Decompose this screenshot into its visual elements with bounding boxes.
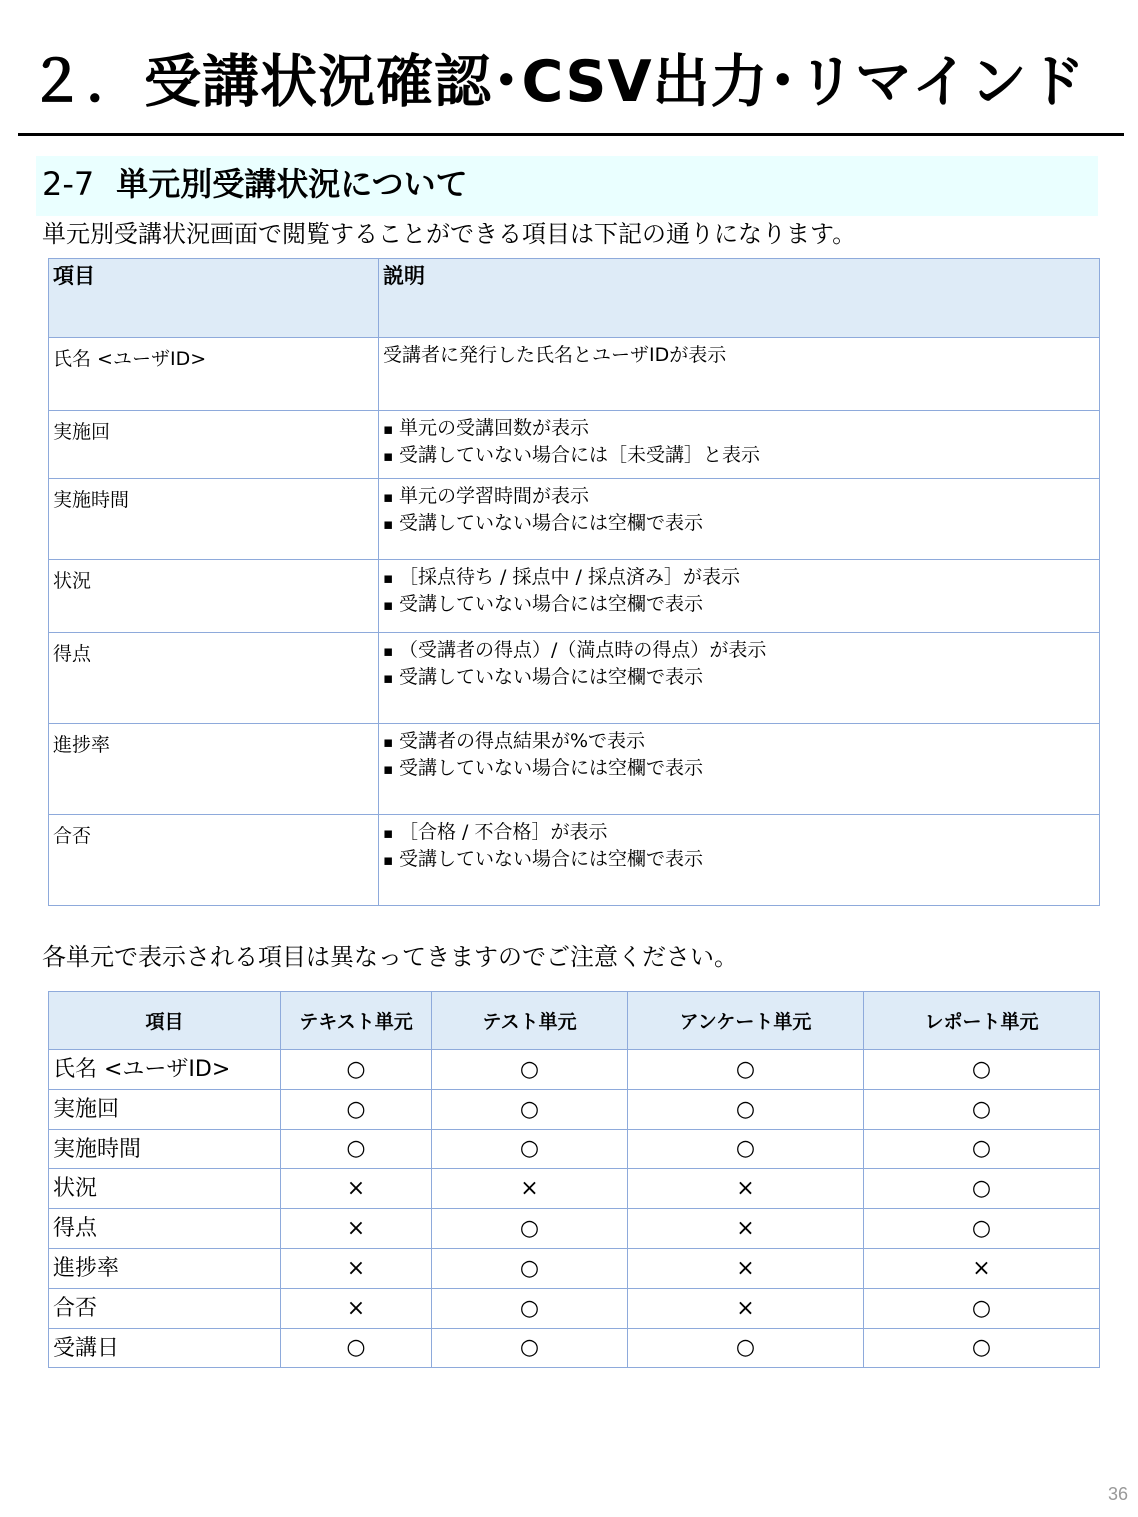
item-description (379, 411, 1100, 479)
row-label: 氏名 <ユーザID> (49, 1050, 281, 1090)
availability-mark: × (281, 1209, 432, 1249)
item-name: 実施回 (49, 411, 379, 479)
bullet-item: ▪ 受講していない場合には空欄で表示 (383, 591, 1095, 618)
availability-mark: ○ (281, 1129, 432, 1169)
availability-mark: × (628, 1209, 864, 1249)
availability-mark: ○ (864, 1328, 1100, 1368)
row-label: 実施回 (49, 1089, 281, 1129)
table-row (49, 1328, 1100, 1368)
availability-mark: ○ (281, 1050, 432, 1090)
table-row (49, 1248, 1100, 1288)
table-row (49, 1129, 1100, 1169)
bullet-item: ▪ ［合格 / 不合格］が表示 (383, 819, 1095, 846)
table-row (49, 1089, 1100, 1129)
table-row (49, 1169, 1100, 1209)
section-heading (42, 164, 468, 206)
item-description (379, 479, 1100, 560)
availability-mark: ○ (628, 1328, 864, 1368)
bullet-item: ▪ 単元の学習時間が表示 (383, 483, 1095, 510)
row-label: 合否 (49, 1288, 281, 1328)
table-row (49, 1288, 1100, 1328)
title-divider (18, 133, 1124, 136)
availability-mark: ○ (281, 1328, 432, 1368)
table-header-row (49, 992, 1100, 1050)
availability-mark: × (628, 1248, 864, 1288)
table-row (49, 411, 1100, 479)
bullet-item: ▪ 受講していない場合には空欄で表示 (383, 755, 1095, 782)
item-name: 進捗率 (49, 724, 379, 815)
bullet-item: ▪ 単元の受講回数が表示 (383, 415, 1095, 442)
section-number: 2-7 (42, 165, 95, 203)
table-row (49, 724, 1100, 815)
availability-mark: ○ (432, 1248, 628, 1288)
notice-text: 各単元で表示される項目は異なってきますのでご注意ください。 (42, 943, 738, 971)
row-label: 状況 (49, 1169, 281, 1209)
column-header-description: 説明 (379, 259, 1100, 338)
availability-mark: × (628, 1288, 864, 1328)
row-label: 実施時間 (49, 1129, 281, 1169)
item-description (379, 815, 1100, 906)
column-header-test-unit: テスト単元 (432, 992, 628, 1050)
column-header-survey-unit: アンケート単元 (628, 992, 864, 1050)
table-row (49, 1209, 1100, 1249)
table-row (49, 338, 1100, 411)
section-title: 単元別受講状況について (116, 165, 468, 203)
bullet-item: ▪ 受講していない場合には［未受講］と表示 (383, 442, 1095, 469)
item-name: 合否 (49, 815, 379, 906)
availability-mark: ○ (432, 1129, 628, 1169)
bullet-item: ▪ 受講していない場合には空欄で表示 (383, 846, 1095, 873)
availability-mark: ○ (628, 1129, 864, 1169)
availability-mark: ○ (432, 1209, 628, 1249)
bullet-item: ▪ 受講していない場合には空欄で表示 (383, 510, 1095, 537)
availability-mark: ○ (628, 1050, 864, 1090)
column-header-text-unit: テキスト単元 (281, 992, 432, 1050)
row-label: 得点 (49, 1209, 281, 1249)
availability-mark: ○ (864, 1288, 1100, 1328)
page-title: ２．受講状況確認･CSV出力･リマインド (28, 49, 1086, 115)
availability-mark: ○ (281, 1089, 432, 1129)
availability-mark: ○ (864, 1209, 1100, 1249)
availability-mark: ○ (432, 1050, 628, 1090)
table-row (49, 815, 1100, 906)
table-row (49, 1050, 1100, 1090)
availability-mark: ○ (864, 1089, 1100, 1129)
column-header-item: 項目 (49, 259, 379, 338)
table-row (49, 479, 1100, 560)
item-name: 実施時間 (49, 479, 379, 560)
availability-mark: ○ (864, 1129, 1100, 1169)
table-header-row (49, 259, 1100, 338)
availability-mark: × (432, 1169, 628, 1209)
availability-mark: ○ (864, 1169, 1100, 1209)
column-header-report-unit: レポート単元 (864, 992, 1100, 1050)
table-row (49, 633, 1100, 724)
bullet-item: ▪ ［採点待ち / 採点中 / 採点済み］が表示 (383, 564, 1095, 591)
item-name: 得点 (49, 633, 379, 724)
item-name: 氏名 <ユーザID> (49, 338, 379, 411)
item-description: 受講者に発行した氏名とユーザIDが表示 (379, 338, 1100, 411)
availability-mark: × (281, 1248, 432, 1288)
item-name: 状況 (49, 560, 379, 633)
page-number: 36 (1107, 1484, 1128, 1504)
item-description (379, 633, 1100, 724)
availability-mark: × (628, 1169, 864, 1209)
table-row (49, 560, 1100, 633)
column-header-item: 項目 (49, 992, 281, 1050)
unit-availability-table (48, 991, 1100, 1368)
row-label: 進捗率 (49, 1248, 281, 1288)
bullet-item: ▪ 受講者の得点結果が%で表示 (383, 728, 1095, 755)
bullet-item: ▪ 受講していない場合には空欄で表示 (383, 664, 1095, 691)
availability-mark: ○ (628, 1089, 864, 1129)
item-description-table (48, 258, 1100, 906)
availability-mark: × (281, 1288, 432, 1328)
availability-mark: × (864, 1248, 1100, 1288)
availability-mark: ○ (432, 1328, 628, 1368)
availability-mark: ○ (432, 1288, 628, 1328)
availability-mark: × (281, 1169, 432, 1209)
item-description (379, 724, 1100, 815)
intro-text: 単元別受講状況画面で閲覧することができる項目は下記の通りになります。 (42, 220, 857, 248)
row-label: 受講日 (49, 1328, 281, 1368)
bullet-item: ▪ （受講者の得点）/（満点時の得点）が表示 (383, 637, 1095, 664)
item-description (379, 560, 1100, 633)
availability-mark: ○ (432, 1089, 628, 1129)
availability-mark: ○ (864, 1050, 1100, 1090)
